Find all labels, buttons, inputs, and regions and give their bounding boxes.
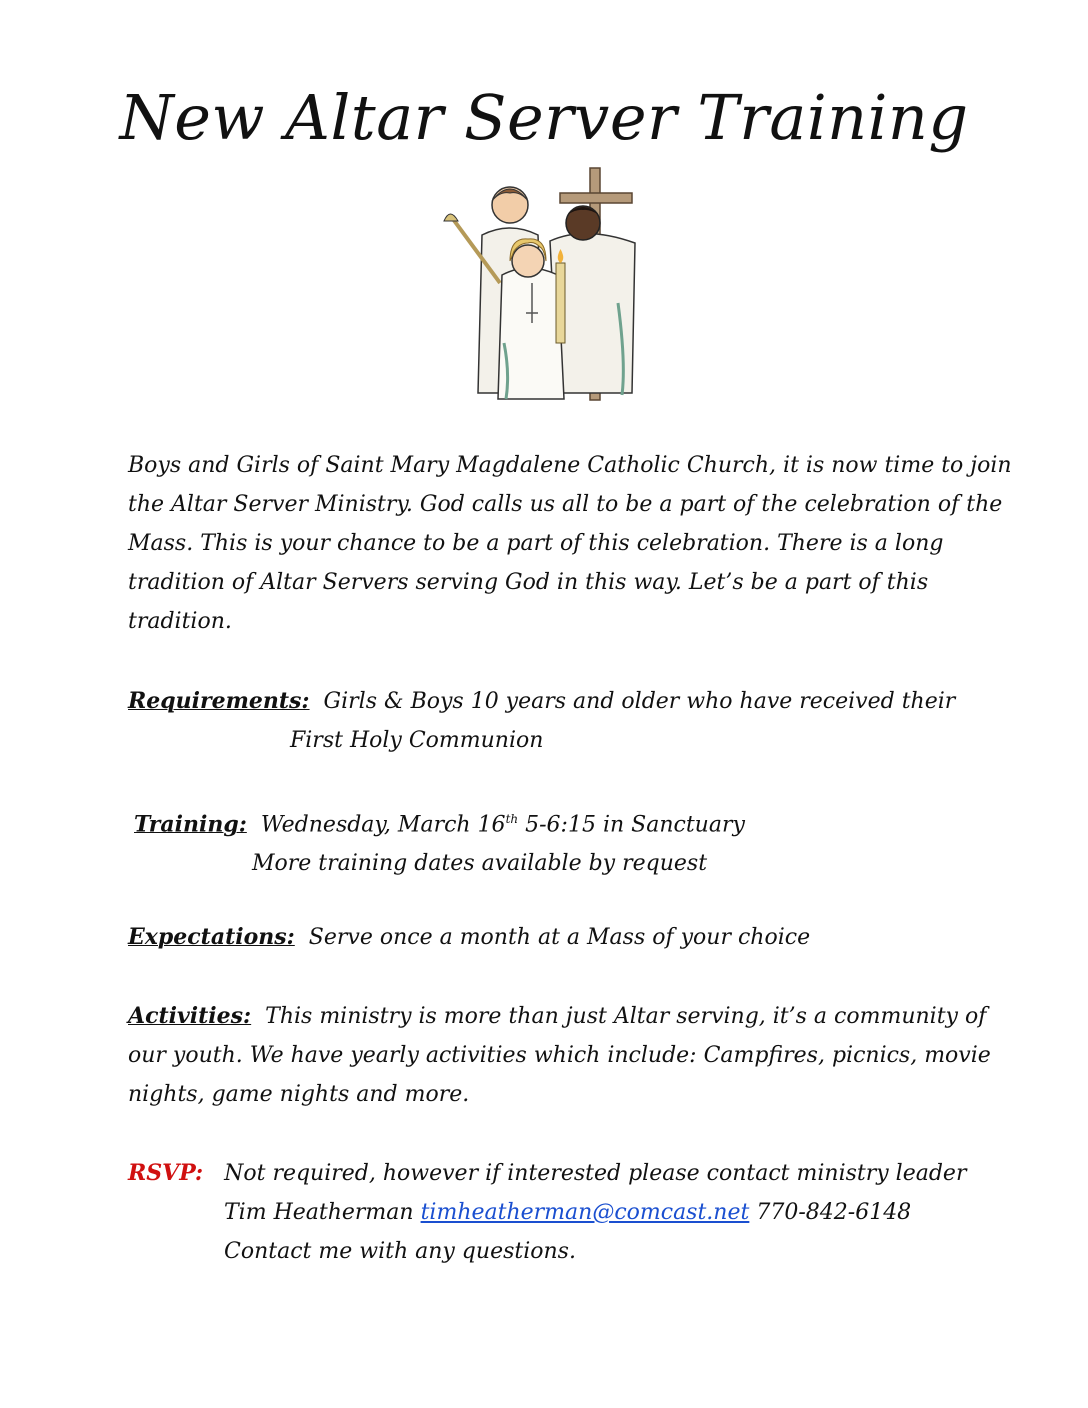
training-date: Wednesday, March 16 xyxy=(260,812,506,838)
requirements-text-2: First Holy Communion xyxy=(290,728,544,753)
expectations-text: Serve once a month at a Mass of your choice xyxy=(308,925,811,950)
rsvp-section xyxy=(128,1154,966,1271)
intro-paragraph xyxy=(128,446,1012,641)
training-more-dates: More training dates available by request xyxy=(252,851,708,877)
training-date-suffix: th xyxy=(505,812,519,826)
contact-email-link[interactable]: timheatherman@comcast.net xyxy=(420,1200,750,1225)
training-label: Training: xyxy=(134,811,247,838)
rsvp-label: RSVP: xyxy=(128,1160,204,1186)
intro-line: the Altar Server Ministry. God calls us all to be a part of the celebration of the xyxy=(128,492,1003,517)
requirements-label: Requirements: xyxy=(128,688,310,714)
activities-text-3: nights, game nights and more. xyxy=(128,1082,470,1107)
activities-label: Activities: xyxy=(128,1003,252,1029)
activities-section xyxy=(128,997,991,1114)
intro-line: Mass. This is your chance to be a part of this celebration. There is a long xyxy=(128,531,944,556)
requirements-text: Girls & Boys 10 years and older who have received their xyxy=(323,689,956,714)
rsvp-text: Not required, however if interested please contact ministry leader xyxy=(224,1161,967,1186)
altar-servers-illustration xyxy=(440,163,640,403)
activities-text-2: our youth. We have yearly activities which include: Campfires, picnics, movie xyxy=(128,1043,991,1068)
training-time: 5-6:15 in Sanctuary xyxy=(518,812,745,838)
training-section xyxy=(134,800,745,883)
intro-line: tradition. xyxy=(128,609,232,634)
intro-line: Boys and Girls of Saint Mary Magdalene Catholic Church, it is now time to join xyxy=(128,453,1012,478)
contact-phone: 770-842-6148 xyxy=(756,1200,912,1225)
rsvp-closing: Contact me with any questions. xyxy=(224,1239,576,1264)
requirements-section xyxy=(128,682,955,760)
contact-name: Tim Heatherman xyxy=(224,1200,414,1225)
activities-text: This ministry is more than just Altar serving, it’s a community of xyxy=(265,1004,987,1029)
expectations-section xyxy=(128,918,810,957)
page-title: New Altar Server Training xyxy=(119,81,969,154)
expectations-label: Expectations: xyxy=(128,924,295,950)
intro-line: tradition of Altar Servers serving God in this way. Let’s be a part of this xyxy=(128,570,929,595)
